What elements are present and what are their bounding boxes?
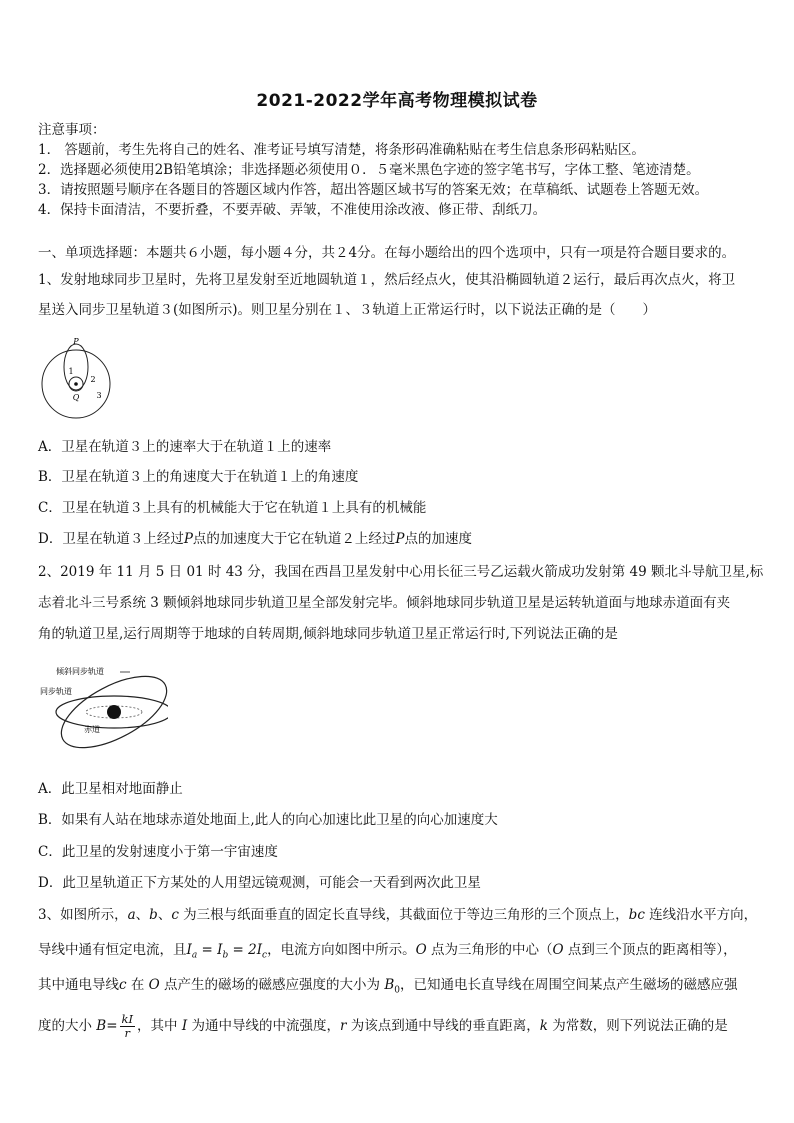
fraction-numerator: kI <box>121 1012 134 1026</box>
text: ，其中 <box>137 1018 182 1034</box>
var-k: k <box>539 1018 548 1034</box>
text: 在 <box>126 977 149 993</box>
label-p: P <box>73 337 79 346</box>
eq-part: = I <box>197 942 223 958</box>
var-r: r <box>339 1018 347 1034</box>
note-item: 1． 答题前，考生先将自己的姓名、准考证号填写清楚，将条形码准确粘贴在考生信息条形码粘贴区。 <box>38 142 645 158</box>
q1-option-c: C．卫星在轨道３上具有的机械能大于它在轨道１上具有的机械能 <box>38 500 427 516</box>
text: 为通中导线的中流强度， <box>187 1018 340 1034</box>
text: 度的大小 <box>38 1018 97 1034</box>
label-tilted-orbit: 倾斜同步轨道 <box>56 667 104 676</box>
text: 、 <box>157 907 172 923</box>
label-q: Q <box>72 393 80 402</box>
text: 点到三个顶点的距离相等）， <box>563 942 737 958</box>
question-2-text: 2、2019 年 11 月 5 日 01 时 43 分，我国在西昌卫星发射中心用长征三号乙运载火箭成功发射第 49 颗北斗导航卫星,标 <box>38 564 764 580</box>
text: 其中通电导线 <box>38 977 119 993</box>
q2-option-d: D．此卫星轨道正下方某处的人用望远镜观测，可能会一天看到两次此卫星 <box>38 875 481 891</box>
var-i: I <box>181 1018 188 1034</box>
eq-sub: b <box>222 950 229 961</box>
point-o: O <box>415 942 427 958</box>
label-1: 1 <box>68 367 74 376</box>
current-eq <box>186 942 268 961</box>
point-p: P <box>183 531 193 547</box>
var-c: c <box>119 977 127 993</box>
question-1-text: 1、发射地球同步卫星时，先将卫星发射至近地圆轨道１，然后经点火，使其沿椭圆轨道２运行，最后再次点火，将卫 <box>38 272 736 288</box>
text: 为常数，则下列说法正确的是 <box>547 1018 728 1034</box>
question-3-text <box>38 1013 760 1040</box>
question-2-text: 角的轨道卫星,运行周期等于地球的自转周期,倾斜地球同步轨道卫星正常运行时,下列说法正确的是 <box>38 626 618 642</box>
text: D．卫星在轨道３上经过 <box>38 531 184 547</box>
formula-b: B= <box>96 1018 118 1034</box>
question-1-text: 星送入同步卫星轨道３(如图所示)。则卫星分别在１、３轨道上正常运行时，以下说法正确的是（ ） <box>38 302 657 318</box>
var-b: b <box>149 907 158 923</box>
question-3-text <box>38 905 760 925</box>
earth-dot <box>74 382 78 386</box>
fraction <box>120 1013 136 1040</box>
text: 为三根与纸面垂直的固定长直导线，其截面位于等边三角形的三个顶点上， <box>178 907 629 923</box>
q2-option-b: B．如果有人站在地球赤道处地面上,此人的向心加速比此卫星的向心加速度大 <box>38 812 498 828</box>
question-3-text <box>38 940 760 966</box>
text: 点的加速度 <box>404 531 473 547</box>
page-title: 2021-2022学年高考物理模拟试卷 <box>256 91 538 111</box>
point-o: O <box>552 942 564 958</box>
label-sync-orbit: 同步轨道 <box>40 687 72 696</box>
text: 导线中通有恒定电流，且 <box>38 942 187 958</box>
text: 点为三角形的中心（ <box>426 942 553 958</box>
q2-option-c: C．此卫星的发射速度小于第一宇宙速度 <box>38 844 278 860</box>
q2-option-a: A．此卫星相对地面静止 <box>38 781 183 797</box>
text: 3、如图所示， <box>38 907 128 923</box>
point-p: P <box>395 531 405 547</box>
text: 、 <box>135 907 150 923</box>
var-a: a <box>127 907 136 923</box>
question-2-text: 志着北斗三号系统 3 颗倾斜地球同步轨道卫星全部发射完毕。倾斜地球同步轨道卫星是运转轨道面与地球赤道面有夹 <box>38 595 731 611</box>
label-2: 2 <box>90 375 96 384</box>
fraction-denominator: r <box>124 1026 131 1040</box>
eq-part: = 2I <box>228 942 263 958</box>
q1-option-d <box>38 529 472 549</box>
text: ，电流方向如图中所示。 <box>267 942 416 958</box>
q1-option-b: B．卫星在轨道３上的角速度大于在轨道１上的角速度 <box>38 469 359 485</box>
text: 连线沿水平方向， <box>644 907 758 923</box>
question-3-text <box>38 975 760 1001</box>
var-b0: B <box>384 977 395 993</box>
section-heading: 一、单项选择题：本题共６小题，每小题４分，共２4分。在每小题给出的四个选项中，只有一项是符合题目要求的。 <box>38 245 736 261</box>
point-o: O <box>148 977 160 993</box>
eq-sub: c <box>262 950 268 961</box>
notes-heading: 注意事项： <box>38 122 106 138</box>
label-3: 3 <box>96 391 102 400</box>
note-item: 3．请按照题号顺序在各题目的答题区域内作答，超出答题区域书写的答案无效；在草稿纸、试题卷上答题无效。 <box>38 182 709 198</box>
orbit-diagram <box>38 336 118 422</box>
text: 点产生的磁场的磁感应强度的大小为 <box>159 977 385 993</box>
inclined-orbit-diagram <box>38 658 168 764</box>
note-item: 4．保持卡面清洁，不要折叠，不要弄破、弄皱，不准使用涂改液、修正带、刮纸刀。 <box>38 202 547 218</box>
text: 点的加速度大于它在轨道２上经过 <box>192 531 396 547</box>
text: 为该点到通中导线的垂直距离， <box>346 1018 540 1034</box>
var-c: c <box>171 907 179 923</box>
eq-part: I <box>186 942 192 958</box>
b0-sub: 0 <box>394 985 400 996</box>
earth-icon <box>107 705 121 719</box>
var-bc: bc <box>628 907 645 923</box>
eq-sub: a <box>191 950 198 961</box>
text: ，已知通电长直导线在周围空间某点产生磁场的磁感应强 <box>399 977 738 993</box>
note-item: 2．选择题必须使用2B铅笔填涂；非选择题必须使用０．５毫米黑色字迹的签字笔书写，字体工整、笔迹清楚。 <box>38 162 700 178</box>
q1-option-a: A．卫星在轨道３上的速率大于在轨道１上的速率 <box>38 439 332 455</box>
label-equator: 赤道 <box>84 725 100 734</box>
